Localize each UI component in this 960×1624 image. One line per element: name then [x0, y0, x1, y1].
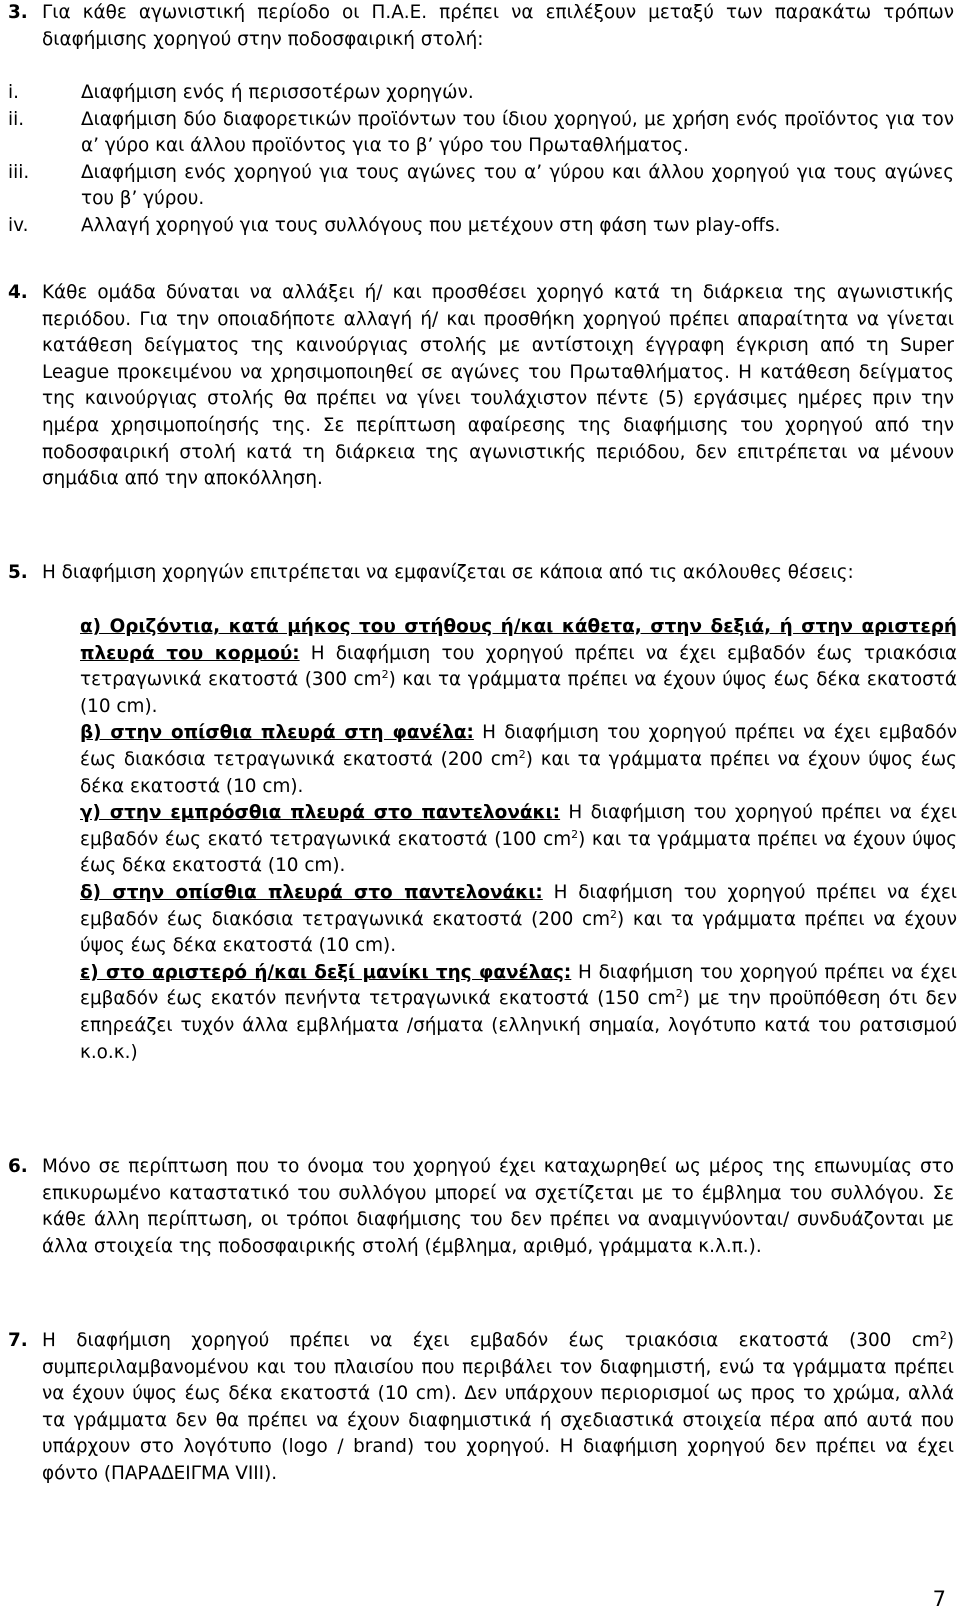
list-item — [8, 107, 954, 160]
position-item — [80, 614, 957, 720]
section-text-start: Η διαφήμιση χορηγού πρέπει να έχει εμβαδόν έως τριακόσια εκατοστά (300 cm — [42, 1330, 940, 1351]
list-item — [8, 80, 954, 107]
section-number: 7. — [8, 1330, 28, 1351]
list-item — [8, 160, 954, 213]
position-item — [80, 800, 957, 880]
section-text-end: ) συμπεριλαμβανομένου και του πλαισίου που περιβάλει τον διαφημιστή, ενώ τα γράμματα πρέπει να έχουν ύψος έως δέκα εκατοστά (10 cm). Δεν υπάρχουν περιορισμοί ως προς το χρώμα, αλλά τα γράμματα δεν θα πρέπει να έχουν διαφημιστικά ή σχεδιαστικά στοιχεία πέρα από αυτά που υπάρχουν στο λογότυπο (logo / brand) του χορηγού. Η διαφήμιση χορηγού δεν πρέπει να έχει φόντο (ΠΑΡΑΔΕΙΓΜΑ VIII). — [42, 1330, 954, 1484]
list-item-number: iii. — [8, 161, 30, 183]
section-text — [42, 1328, 954, 1488]
section-4 — [8, 280, 954, 493]
position-text: Η διαφήμιση του χορηγού πρέπει να έχει εμβαδόν έως εκατό τετραγωνικά εκατοστά (100 cm — [80, 802, 957, 850]
section-text: Για κάθε αγωνιστική περίοδο οι Π.Α.Ε. πρέπει να επιλέξουν μεταξύ των παρακάτω τρόπων διαφήμισης χορηγού στην ποδοσφαιρική στολή: — [42, 2, 954, 50]
section-number: 3. — [8, 2, 28, 23]
section-text: Η διαφήμιση χορηγών επιτρέπεται να εμφανίζεται σε κάποια από τις ακόλουθες θέσεις: — [42, 562, 854, 583]
superscript: 2 — [939, 1328, 947, 1342]
list-item-text: Διαφήμιση δύο διαφορετικών προϊόντων του ίδιου χορηγού, με χρήση ενός προϊόντος για τον α’ γύρο και άλλου προϊόντος για το β’ γύρο του Πρωταθλήματος. — [81, 108, 954, 157]
options-list — [8, 80, 954, 240]
position-item — [80, 880, 957, 960]
position-text-end: ) και τα γράμματα πρέπει να έχουν ύψος έως δέκα εκατοστά (10 cm). — [80, 669, 957, 717]
list-item-text: Διαφήμιση ενός ή περισσοτέρων χορηγών. — [81, 82, 474, 103]
positions-list — [80, 614, 957, 1066]
superscript: 2 — [518, 747, 526, 761]
superscript: 2 — [381, 668, 389, 682]
section-number: 5. — [8, 562, 28, 583]
position-heading: δ) στην οπίσθια πλευρά στο παντελονάκι: — [80, 881, 543, 903]
position-item — [80, 960, 957, 1066]
section-3 — [8, 0, 954, 53]
position-heading: α) Οριζόντια, κατά μήκος του στήθους ή/και κάθετα, στην δεξιά, ή στην αριστερή πλευρά του κορμού: — [80, 616, 957, 664]
list-item — [8, 213, 954, 240]
section-text: Μόνο σε περίπτωση που το όνομα του χορηγού έχει καταχωρηθεί ως μέρος της επωνυμίας στο επικυρωμένο καταστατικό του συλλόγου μπορεί να σχετίζεται με το έμβλημα του συλλόγου. Σε κάθε άλλη περίπτωση, οι τρόποι διαφήμισης του δεν πρέπει να αναμιγνύονται/ συνδυάζονται με άλλα στοιχεία της ποδοσφαιρικής στολή (έμβλημα, αριθμό, γράμματα κ.λ.π.). — [42, 1156, 954, 1257]
list-item-number: i. — [8, 82, 19, 103]
list-item-text: Διαφήμιση ενός χορηγού για τους αγώνες του α’ γύρου και άλλου χορηγού για τους αγώνες του β’ γύρου. — [81, 161, 954, 210]
list-item-text: Αλλαγή χορηγού για τους συλλόγους που μετέχουν στη φάση των play-offs. — [81, 214, 781, 236]
page-number: 7 — [932, 1587, 946, 1611]
position-text-end: ) και τα γράμματα πρέπει να έχουν ύψος έως δέκα εκατοστά (10 cm). — [80, 828, 957, 877]
position-text: Η διαφήμιση του χορηγού πρέπει να έχει εμβαδόν έως τριακόσια τετραγωνικά εκατοστά (300 cm — [80, 642, 957, 691]
section-5 — [8, 560, 954, 587]
position-heading: β) στην οπίσθια πλευρά στη φανέλα: — [80, 722, 474, 744]
section-number: 6. — [8, 1156, 28, 1177]
section-6 — [8, 1154, 954, 1260]
superscript: 2 — [571, 827, 579, 841]
superscript: 2 — [675, 987, 683, 1001]
position-heading: ε) στο αριστερό ή/και δεξί μανίκι της φανέλας: — [80, 961, 572, 983]
position-text-end: ) με την προϋπόθεση ότι δεν επηρεάζει τυχόν άλλα εμβλήματα /σήματα (ελληνική σημαία, λογότυπο κατά του ρατσισμού κ.ο.κ.) — [80, 988, 957, 1063]
list-item-number: iv. — [8, 214, 29, 236]
section-7 — [8, 1328, 954, 1488]
position-text: Η διαφήμιση του χορηγού πρέπει να έχει εμβαδόν έως διακόσια τετραγωνικά εκατοστά (200 cm — [80, 722, 957, 770]
position-text-end: ) και τα γράμματα πρέπει να έχουν ύψος έως δέκα εκατοστά (10 cm). — [80, 908, 957, 957]
section-number: 4. — [8, 282, 28, 303]
position-text-end: ) και τα γράμματα πρέπει να έχουν ύψος έως δέκα εκατοστά (10 cm). — [80, 748, 957, 797]
position-item — [80, 720, 957, 800]
position-heading: γ) στην εμπρόσθια πλευρά στο παντελονάκι: — [80, 802, 561, 824]
position-text: Η διαφήμιση του χορηγού πρέπει να έχει εμβαδόν έως διακόσια τετραγωνικά εκατοστά (200 cm — [80, 881, 957, 930]
position-text: Η διαφήμιση του χορηγού πρέπει να έχει εμβαδόν έως εκατόν πενήντα τετραγωνικά εκατοστά (150 cm — [80, 961, 957, 1010]
list-item-number: ii. — [8, 108, 25, 130]
superscript: 2 — [610, 907, 618, 921]
section-text: Κάθε ομάδα δύναται να αλλάξει ή/ και προσθέσει χορηγό κατά τη διάρκεια της αγωνιστικής περιόδου. Για την οποιαδήποτε αλλαγή ή/ και προσθήκη χορηγού πρέπει απαραίτητα να γίνεται κατάθεση δείγματος της καινούργιας στολής με αντίστοιχη έγγραφη έγκριση από τη Super League προκειμένου να χρησιμοποιηθεί σε αγώνες του Πρωταθλήματος. Η κατάθεση δείγματος της καινούργιας στολής θα πρέπει να γίνει τουλάχιστον πέντε (5) εργάσιμες ημέρες πριν την ημέρα χρησιμοποίησής της. Σε περίπτωση αφαίρεσης της διαφήμισης του χορηγού από την ποδοσφαιρική στολή κατά τη διάρκεια της αγωνιστικής περιόδου, δεν επιτρέπεται να μένουν σημάδια από την αποκόλληση. — [42, 282, 954, 490]
